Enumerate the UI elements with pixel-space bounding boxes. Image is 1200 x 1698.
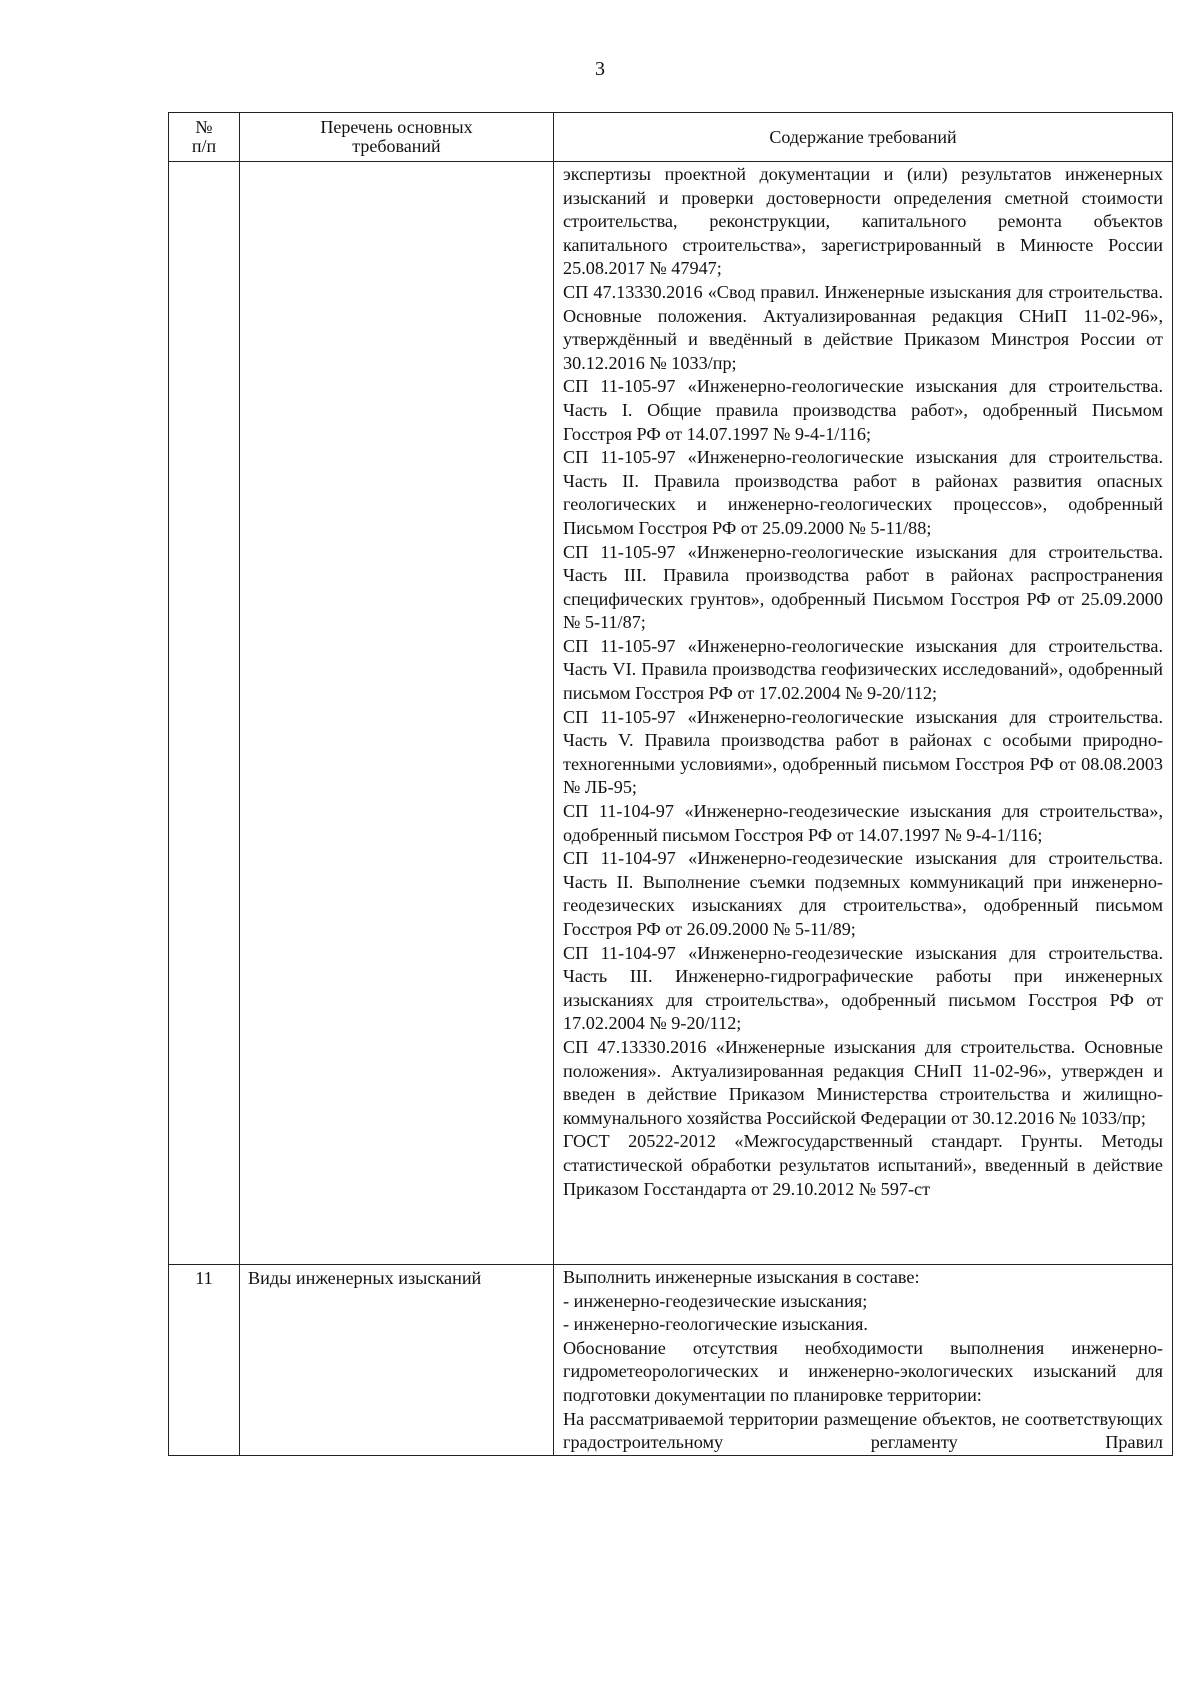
continuation-paragraph: экспертизы проектной документации и (или) результатов инженерных изысканий и проверки достоверности определения сметной стоимости строительства, реконструкции, капитального ремонта объектов капитального строительства», зарегистрированный в Минюсте России 25.08.2017 № 47947; bbox=[563, 164, 1163, 279]
continuation-paragraph: СП 11-104-97 «Инженерно-геодезические изыскания для строительства. Часть II. Выполнение съемки подземных коммуникаций при инженерно-геодезических изысканиях для строительства», одобренный письмом Госстроя РФ от 26.09.2000 № 5-11/89; bbox=[563, 848, 1163, 939]
cell-number-empty bbox=[169, 162, 240, 1265]
header-requirements-list: Перечень основных требований bbox=[240, 113, 554, 162]
continuation-paragraph: СП 47.13330.2016 «Свод правил. Инженерные изыскания для строительства. Основные положения. Актуализированная редакция СНиП 11-02-96», утверждённый и введённый в действие Приказом Минстроя России от 30.12.2016 № 1033/пр; bbox=[563, 281, 1163, 373]
continuation-paragraph: СП 11-105-97 «Инженерно-геологические изыскания для строительства. Часть V. Правила производства работ в районах с особыми природно-техногенными условиями», одобренный письмом Госстроя РФ от 08.08.2003 № ЛБ-95; bbox=[563, 706, 1163, 798]
page-number: 3 bbox=[595, 58, 605, 80]
continuation-paragraph: СП 11-105-97 «Инженерно-геологические изыскания для строительства. Часть III. Правила производства работ в районах распространения специфических грунтов», одобренный Письмом Госстроя РФ от 25.09.2000 № 5-11/87; bbox=[563, 541, 1163, 633]
cell-title-empty bbox=[240, 162, 554, 1265]
row-title: Виды инженерных изысканий bbox=[240, 1265, 554, 1456]
row-number: 11 bbox=[169, 1265, 240, 1456]
row-paragraph: - инженерно-геологические изыскания. bbox=[563, 1314, 868, 1335]
cell-continuation-content bbox=[554, 162, 1173, 1265]
continuation-paragraph: СП 47.13330.2016 «Инженерные изыскания для строительства. Основные положения». Актуализированная редакция СНиП 11-02-96», утвержден и введен в действие Приказом Министерства строительства и жилищно-коммунального хозяйства Российской Федерации от 30.12.2016 № 1033/пр; bbox=[563, 1036, 1163, 1128]
continuation-paragraph: ГОСТ 20522-2012 «Межгосударственный стандарт. Грунты. Методы статистической обработки результатов испытаний», введенный в действие Приказом Госстандарта от 29.10.2012 № 597-ст bbox=[563, 1131, 1163, 1199]
continuation-paragraph: СП 11-104-97 «Инженерно-геодезические изыскания для строительства. Часть III. Инженерно-гидрографические работы при инженерных изысканиях для строительства», одобренный письмом Госстроя РФ от 17.02.2004 № 9-20/112; bbox=[563, 942, 1163, 1034]
table-row-continuation bbox=[169, 162, 1173, 1265]
row-paragraph: Выполнить инженерные изыскания в составе: bbox=[563, 1267, 920, 1287]
continuation-paragraph: СП 11-105-97 «Инженерно-геологические изыскания для строительства. Часть VI. Правила производства геофизических исследований», одобренный письмом Госстроя РФ от 17.02.2004 № 9-20/112; bbox=[563, 635, 1163, 704]
requirements-table bbox=[168, 112, 1173, 1456]
continuation-paragraph: СП 11-105-97 «Инженерно-геологические изыскания для строительства. Часть II. Правила производства работ в районах развития опасных геологических и инженерно-геологических процессов», одобренный Письмом Госстроя РФ от 25.09.2000 № 5-11/88; bbox=[563, 447, 1163, 538]
table-header-row bbox=[169, 113, 1173, 162]
row-paragraph: Обоснование отсутствия необходимости выполнения инженерно-гидрометеорологических и инженерно-экологических изысканий для подготовки документации по планировке территории: bbox=[563, 1337, 1163, 1405]
header-number: № п/п bbox=[169, 113, 240, 162]
header-requirements-content: Содержание требований bbox=[554, 113, 1173, 162]
row-paragraph: На рассматриваемой территории размещение объектов, не соответствующих градостроительному регламенту Правил bbox=[563, 1408, 1163, 1453]
row-paragraph: - инженерно-геодезические изыскания; bbox=[563, 1290, 868, 1311]
row-content bbox=[554, 1265, 1173, 1456]
continuation-paragraph: СП 11-104-97 «Инженерно-геодезические изыскания для строительства», одобренный письмом Госстроя РФ от 14.07.1997 № 9-4-1/116; bbox=[563, 801, 1163, 845]
continuation-paragraph: СП 11-105-97 «Инженерно-геологические изыскания для строительства. Часть I. Общие правила производства работ», одобренный Письмом Госстроя РФ от 14.07.1997 № 9-4-1/116; bbox=[563, 376, 1163, 444]
table-row-11 bbox=[169, 1265, 1173, 1456]
